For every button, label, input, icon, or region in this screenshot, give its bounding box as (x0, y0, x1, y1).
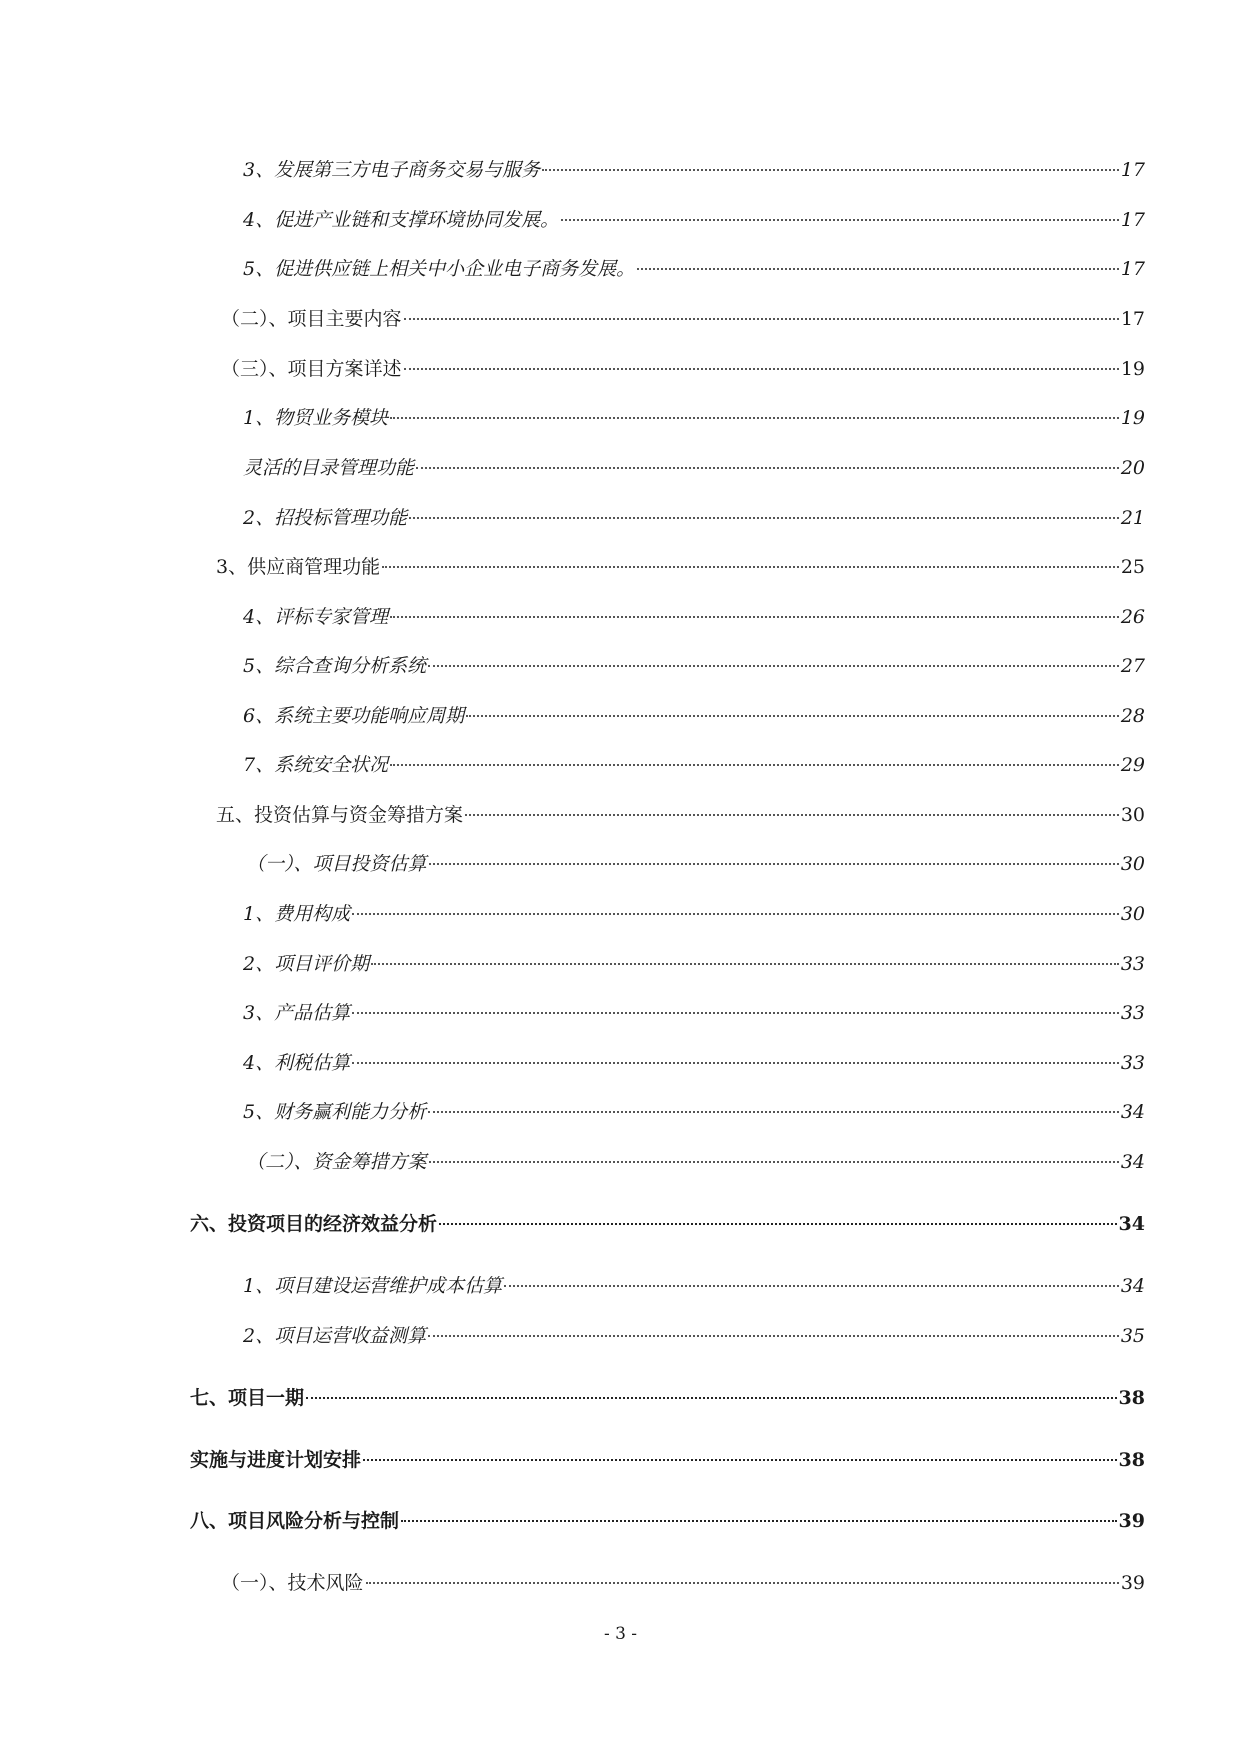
toc-entry[interactable] (243, 1049, 1145, 1077)
toc-dot-leader (428, 1334, 1119, 1337)
toc-entry[interactable] (243, 255, 1145, 283)
toc-dot-leader (409, 516, 1119, 519)
toc-entry-title: 5、促进供应链上相关中小企业电子商务发展。 (243, 258, 636, 280)
toc-entry[interactable] (243, 900, 1145, 928)
toc-entry[interactable] (243, 702, 1145, 730)
toc-entry-title: 1、费用构成 (243, 903, 351, 925)
toc-entry-title: 2、项目评价期 (243, 953, 370, 975)
toc-entry-page-number: 27 (1120, 655, 1145, 677)
toc-dot-leader (466, 714, 1119, 717)
toc-entry-title: 7、系统安全状况 (243, 754, 389, 776)
toc-entry-page-number: 20 (1120, 457, 1145, 479)
toc-entry-title: 5、综合查询分析系统 (243, 655, 427, 677)
toc-entry-page-number: 25 (1120, 556, 1145, 578)
toc-entry-title: 七、项目一期 (190, 1387, 305, 1409)
toc-dot-leader (429, 862, 1119, 865)
toc-dot-leader (352, 1061, 1119, 1064)
toc-entry[interactable] (243, 1322, 1145, 1350)
toc-entry[interactable] (246, 850, 1145, 878)
toc-entry-title: （一）、项目投资估算 (246, 853, 427, 875)
toc-dot-leader (428, 1110, 1119, 1113)
toc-entry[interactable] (243, 206, 1145, 234)
toc-entry-title: 1、物贸业务模块 (243, 407, 389, 429)
toc-entry[interactable] (243, 156, 1145, 184)
toc-entry[interactable] (243, 1098, 1145, 1126)
toc-entry[interactable] (190, 1446, 1145, 1474)
toc-entry-title: 2、项目运营收益测算 (243, 1325, 427, 1347)
toc-entry-page-number: 30 (1120, 853, 1145, 875)
toc-entry[interactable] (190, 1384, 1145, 1412)
toc-entry[interactable] (243, 1272, 1145, 1300)
toc-entry[interactable] (190, 1507, 1145, 1535)
toc-entry-title: 八、项目风险分析与控制 (190, 1510, 400, 1532)
toc-entry-title: 实施与进度计划安排 (190, 1449, 362, 1471)
toc-entry[interactable] (243, 999, 1145, 1027)
toc-entry-title: （二）、资金筹措方案 (246, 1151, 427, 1173)
toc-entry-page-number: 39 (1118, 1510, 1145, 1532)
toc-entry-title: 4、促进产业链和支撑环境协同发展。 (243, 209, 560, 231)
toc-entry[interactable] (243, 504, 1145, 532)
toc-dot-leader (439, 1222, 1117, 1225)
toc-entry[interactable] (243, 603, 1145, 631)
toc-dot-leader (382, 565, 1119, 568)
toc-dot-leader (306, 1396, 1117, 1399)
toc-entry-page-number: 38 (1118, 1449, 1145, 1471)
toc-entry-page-number: 34 (1120, 1101, 1145, 1123)
toc-entry[interactable] (246, 1148, 1145, 1176)
toc-dot-leader (401, 1519, 1117, 1522)
toc-entry-title: 5、财务赢利能力分析 (243, 1101, 427, 1123)
toc-entry[interactable] (221, 355, 1145, 383)
toc-entry[interactable] (243, 950, 1145, 978)
toc-entry-title: 3、产品估算 (243, 1002, 351, 1024)
toc-entry-page-number: 33 (1120, 1002, 1145, 1024)
toc-entry-title: （一）、技术风险 (221, 1572, 364, 1594)
toc-dot-leader (366, 1581, 1119, 1584)
toc-entry-page-number: 30 (1120, 903, 1145, 925)
toc-entry-page-number: 26 (1120, 606, 1145, 628)
toc-entry-title: （二）、项目主要内容 (221, 308, 402, 330)
toc-dot-leader (352, 912, 1119, 915)
toc-entry-page-number: 28 (1120, 705, 1145, 727)
toc-dot-leader (637, 267, 1119, 270)
toc-entry-page-number: 35 (1120, 1325, 1145, 1347)
toc-entry-page-number: 34 (1120, 1275, 1145, 1297)
toc-dot-leader (404, 317, 1119, 320)
toc-dot-leader (504, 1284, 1119, 1287)
toc-entry-page-number: 19 (1120, 358, 1145, 380)
toc-entry-page-number: 21 (1120, 507, 1145, 529)
toc-dot-leader (561, 218, 1119, 221)
toc-entry-title: 五、投资估算与资金筹措方案 (216, 804, 464, 826)
toc-entry-page-number: 33 (1120, 1052, 1145, 1074)
toc-entry[interactable] (243, 751, 1145, 779)
toc-entry-page-number: 34 (1118, 1213, 1145, 1235)
toc-entry-page-number: 17 (1120, 258, 1145, 280)
toc-entry-page-number: 19 (1120, 407, 1145, 429)
toc-dot-leader (429, 1160, 1119, 1163)
toc-dot-leader (390, 763, 1119, 766)
toc-dot-leader (404, 367, 1119, 370)
toc-entry[interactable] (216, 801, 1145, 829)
toc-entry-title: 4、利税估算 (243, 1052, 351, 1074)
toc-entry[interactable] (190, 1210, 1145, 1238)
toc-dot-leader (352, 1011, 1119, 1014)
toc-dot-leader (465, 813, 1119, 816)
toc-entry-page-number: 17 (1120, 159, 1145, 181)
toc-entry-title: 灵活的目录管理功能 (243, 457, 415, 479)
toc-entry-page-number: 29 (1120, 754, 1145, 776)
toc-dot-leader (363, 1458, 1117, 1461)
toc-dot-leader (416, 466, 1119, 469)
toc-entry-title: （三）、项目方案详述 (221, 358, 402, 380)
toc-dot-leader (542, 168, 1119, 171)
toc-entry-title: 六、投资项目的经济效益分析 (190, 1213, 438, 1235)
toc-dot-leader (390, 615, 1119, 618)
toc-entry[interactable] (216, 553, 1145, 581)
toc-entry[interactable] (243, 652, 1145, 680)
toc-entry-title: 2、招投标管理功能 (243, 507, 408, 529)
toc-entry[interactable] (221, 1569, 1145, 1597)
toc-entry-page-number: 38 (1118, 1387, 1145, 1409)
toc-entry-title: 3、供应商管理功能 (216, 556, 381, 578)
toc-entry[interactable] (243, 404, 1145, 432)
toc-entry-page-number: 30 (1120, 804, 1145, 826)
toc-entry-title: 6、系统主要功能响应周期 (243, 705, 465, 727)
toc-dot-leader (371, 962, 1119, 965)
toc-entry-page-number: 34 (1120, 1151, 1145, 1173)
toc-entry-title: 4、评标专家管理 (243, 606, 389, 628)
toc-entry[interactable] (243, 454, 1145, 482)
toc-entry-title: 1、项目建设运营维护成本估算 (243, 1275, 503, 1297)
toc-entry[interactable] (221, 305, 1145, 333)
toc-entry-page-number: 33 (1120, 953, 1145, 975)
toc-entry-title: 3、发展第三方电子商务交易与服务 (243, 159, 541, 181)
toc-entry-page-number: 17 (1120, 308, 1145, 330)
toc-entry-page-number: 39 (1120, 1572, 1145, 1594)
page-number: - 3 - (603, 1624, 638, 1644)
toc-entry-page-number: 17 (1120, 209, 1145, 231)
toc-dot-leader (390, 416, 1119, 419)
toc-dot-leader (428, 664, 1119, 667)
